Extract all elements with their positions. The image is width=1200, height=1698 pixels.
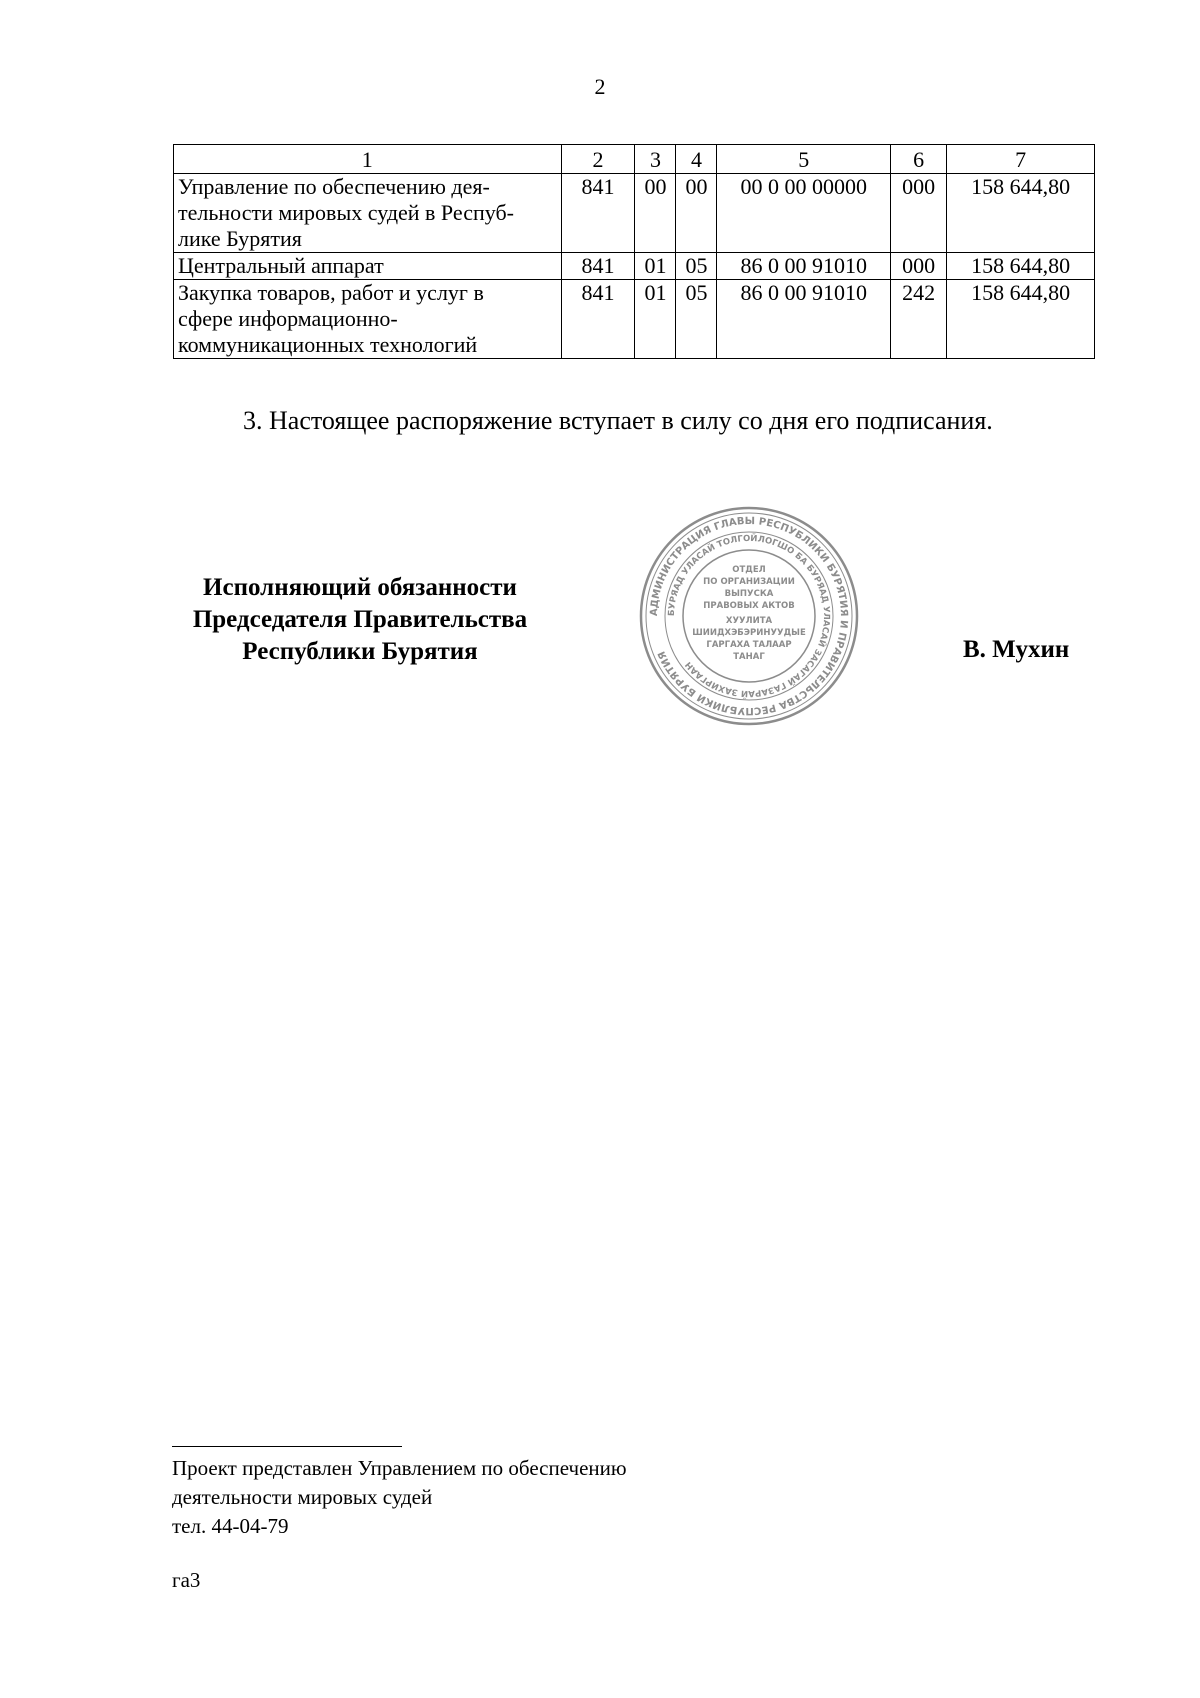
table-cell: 841 bbox=[561, 253, 635, 280]
footnote-divider bbox=[172, 1446, 402, 1447]
table-cell: 05 bbox=[676, 253, 717, 280]
seal-center-line: ШИИДХЭБЭРИНУУДЫЕ bbox=[692, 628, 806, 638]
seal-center-line: ХУУЛИТА bbox=[725, 616, 773, 626]
header-cell: 4 bbox=[676, 145, 717, 174]
table-cell: 00 bbox=[676, 174, 717, 253]
header-cell: 1 bbox=[174, 145, 562, 174]
page-number: 2 bbox=[594, 74, 606, 99]
header-cell: 6 bbox=[891, 145, 947, 174]
footnote-line: тел. 44-04-79 bbox=[172, 1514, 289, 1538]
document-code: га3 bbox=[172, 1568, 201, 1592]
table-cell: 158 644,80 bbox=[947, 174, 1095, 253]
row-name-cell bbox=[174, 174, 562, 253]
budget-table bbox=[173, 144, 1095, 359]
table-cell: 05 bbox=[676, 280, 717, 359]
header-cell: 3 bbox=[635, 145, 676, 174]
table-header-row bbox=[174, 145, 1095, 174]
table-cell: 00 0 00 00000 bbox=[717, 174, 891, 253]
table-cell: 01 bbox=[635, 280, 676, 359]
footnote bbox=[172, 1454, 627, 1541]
seal-inner-text: БУРЯАД УЛАСАЙ ТОЛГОЙЛОГШО БА БУРЯАД УЛАСАЙ ЗАСАГАЙ ГАЗАРАЙ ЗАХИРГААН bbox=[666, 533, 832, 699]
seal-center-line: ГАРГАХА ТАЛААР bbox=[706, 640, 792, 650]
signatory-name: В. Мухин bbox=[963, 636, 1070, 663]
seal-center-line: ВЫПУСКА bbox=[724, 589, 774, 599]
signatory-line: Председателя Правительства bbox=[192, 606, 528, 633]
table-cell: 841 bbox=[561, 174, 635, 253]
table-cell: 86 0 00 91010 bbox=[717, 280, 891, 359]
row-name-line: Управление по обеспечению дея- bbox=[178, 174, 490, 199]
row-name-line: сфере информационно- bbox=[178, 306, 398, 331]
table-row bbox=[174, 253, 1095, 280]
table-cell: 01 bbox=[635, 253, 676, 280]
row-name-line: лике Бурятия bbox=[178, 226, 302, 251]
seal-center-line: ПРАВОВЫХ АКТОВ bbox=[703, 601, 795, 611]
table-cell: 242 bbox=[891, 280, 947, 359]
header-cell: 2 bbox=[561, 145, 635, 174]
footnote-line: Проект представлен Управлением по обеспечению bbox=[172, 1456, 627, 1480]
table-cell: 158 644,80 bbox=[947, 253, 1095, 280]
official-seal-icon bbox=[638, 505, 860, 727]
table-cell: 841 bbox=[561, 280, 635, 359]
row-name-cell bbox=[174, 280, 562, 359]
table-row bbox=[174, 280, 1095, 359]
seal-center-line: ТАНАГ bbox=[733, 652, 765, 662]
signatory-line: Республики Бурятия bbox=[242, 638, 478, 665]
effective-date-paragraph: 3. Настоящее распоряжение вступает в силу со дня его подписания. bbox=[243, 406, 993, 435]
seal-outer-text: АДМИНИСТРАЦИЯ ГЛАВЫ РЕСПУБЛИКИ БУРЯТИЯ И ПРАВИТЕЛЬСТВА РЕСПУБЛИКИ БУРЯТИЯ bbox=[648, 515, 850, 717]
table-cell: 158 644,80 bbox=[947, 280, 1095, 359]
table-cell: 000 bbox=[891, 253, 947, 280]
header-cell: 7 bbox=[947, 145, 1095, 174]
row-name-line: Центральный аппарат bbox=[178, 253, 384, 278]
footnote-line: деятельности мировых судей bbox=[172, 1485, 433, 1509]
signatory-title bbox=[150, 572, 570, 668]
row-name-line: Закупка товаров, работ и услуг в bbox=[178, 280, 484, 305]
seal-center-line: ПО ОРГАНИЗАЦИИ bbox=[703, 577, 795, 587]
table-cell: 00 bbox=[635, 174, 676, 253]
row-name-line: коммуникационных технологий bbox=[178, 332, 478, 357]
row-name-line: тельности мировых судей в Респуб- bbox=[178, 200, 514, 225]
signatory-line: Исполняющий обязанности bbox=[203, 574, 517, 601]
row-name-cell bbox=[174, 253, 562, 280]
table-row bbox=[174, 174, 1095, 253]
table-cell: 000 bbox=[891, 174, 947, 253]
table-cell: 86 0 00 91010 bbox=[717, 253, 891, 280]
header-cell: 5 bbox=[717, 145, 891, 174]
seal-center-line: ОТДЕЛ bbox=[732, 565, 766, 575]
